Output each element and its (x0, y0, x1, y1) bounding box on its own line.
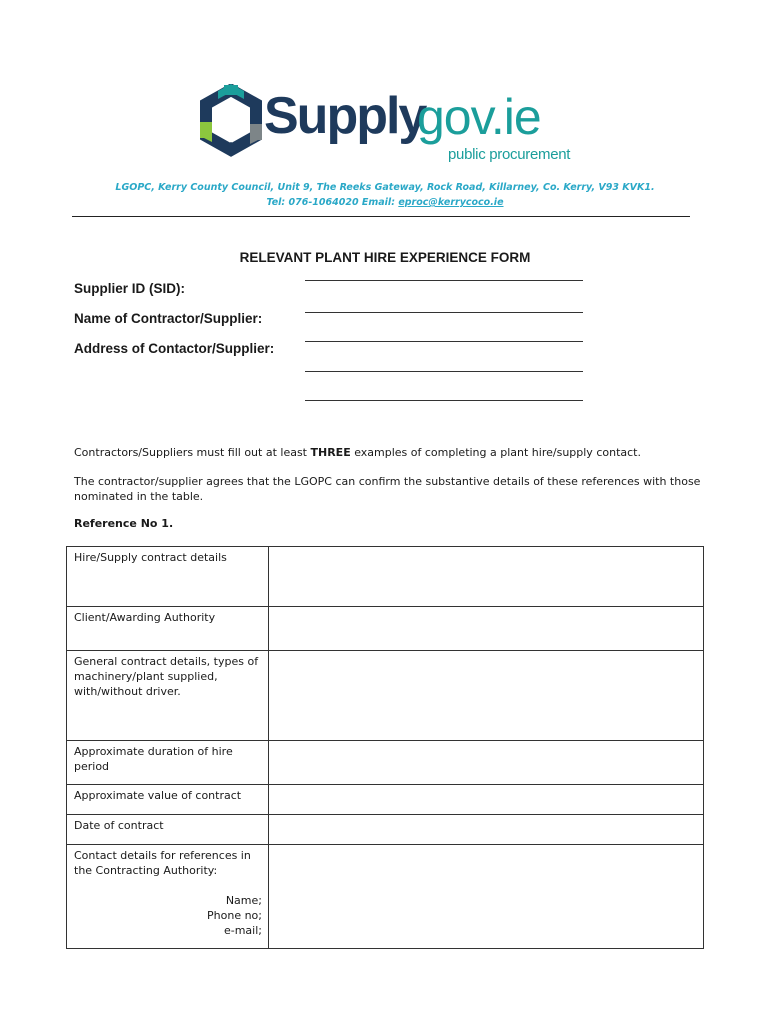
table-row (67, 815, 704, 845)
logo-subtitle: public procurement (448, 146, 571, 163)
date-input[interactable] (269, 815, 704, 845)
contractor-address-field-3[interactable] (305, 400, 583, 401)
form-title: RELEVANT PLANT HIRE EXPERIENCE FORM (239, 250, 531, 265)
reference-heading: Reference No 1. (74, 517, 174, 530)
contractor-address-field-1[interactable] (305, 341, 583, 342)
table-row (67, 741, 704, 785)
hire-supply-input[interactable] (269, 547, 704, 607)
agreement-text: The contractor/supplier agrees that the LGOPC can confirm the substantive details of these references with those nominated in the table. (74, 475, 701, 503)
general-details-input[interactable] (269, 651, 704, 741)
supplier-id-label: Supplier ID (SID): (74, 281, 185, 296)
hexagon-logo-icon (198, 84, 264, 160)
duration-input[interactable] (269, 741, 704, 785)
logo-wordmark-gov: gov.ie (417, 89, 541, 145)
date-label: Date of contract (67, 815, 269, 845)
contact-details-input[interactable] (269, 845, 704, 949)
contact-name-label: Name; (225, 894, 262, 907)
table-row (67, 785, 704, 815)
supplygov-logo (198, 84, 578, 164)
contact-line (0, 195, 770, 210)
contact-details-label: Contact details for references in the Contracting Authority: (74, 849, 251, 877)
hire-supply-label: Hire/Supply contract details (67, 547, 269, 607)
contractor-address-field-2[interactable] (305, 371, 583, 372)
duration-label: Approximate duration of hire period (67, 741, 269, 785)
instruction-post: examples of completing a plant hire/supply contact. (350, 446, 641, 459)
contractor-name-label: Name of Contractor/Supplier: (74, 311, 263, 326)
client-input[interactable] (269, 607, 704, 651)
general-details-label: General contract details, types of machinery/plant supplied, with/without driver. (67, 651, 269, 741)
address-block (0, 180, 770, 210)
table-row (67, 607, 704, 651)
value-label: Approximate value of contract (67, 785, 269, 815)
client-label: Client/Awarding Authority (67, 607, 269, 651)
logo-wordmark-supply: Supply (264, 87, 426, 145)
table-row (67, 651, 704, 741)
instruction-emphasis: THREE (310, 446, 351, 459)
contact-details-cell (67, 845, 269, 949)
supplier-id-field[interactable] (305, 280, 583, 281)
value-input[interactable] (269, 785, 704, 815)
contractor-address-label: Address of Contactor/Supplier: (74, 341, 275, 356)
instruction-text (74, 445, 704, 460)
address-line: LGOPC, Kerry County Council, Unit 9, The Reeks Gateway, Rock Road, Killarney, Co. Kerry, V93 KVK1. (115, 182, 655, 193)
header-divider (72, 216, 690, 217)
contact-prefix: Tel: 076-1064020 Email: (266, 197, 399, 208)
email-link[interactable]: eproc@kerrycoco.ie (398, 197, 504, 208)
instruction-pre: Contractors/Suppliers must fill out at least (74, 446, 311, 459)
table-row (67, 845, 704, 949)
contact-phone-label: Phone no; (207, 909, 262, 922)
contact-email-label: e-mail; (223, 924, 262, 937)
contractor-name-field[interactable] (305, 312, 583, 313)
table-row (67, 547, 704, 607)
reference-table (66, 546, 704, 949)
